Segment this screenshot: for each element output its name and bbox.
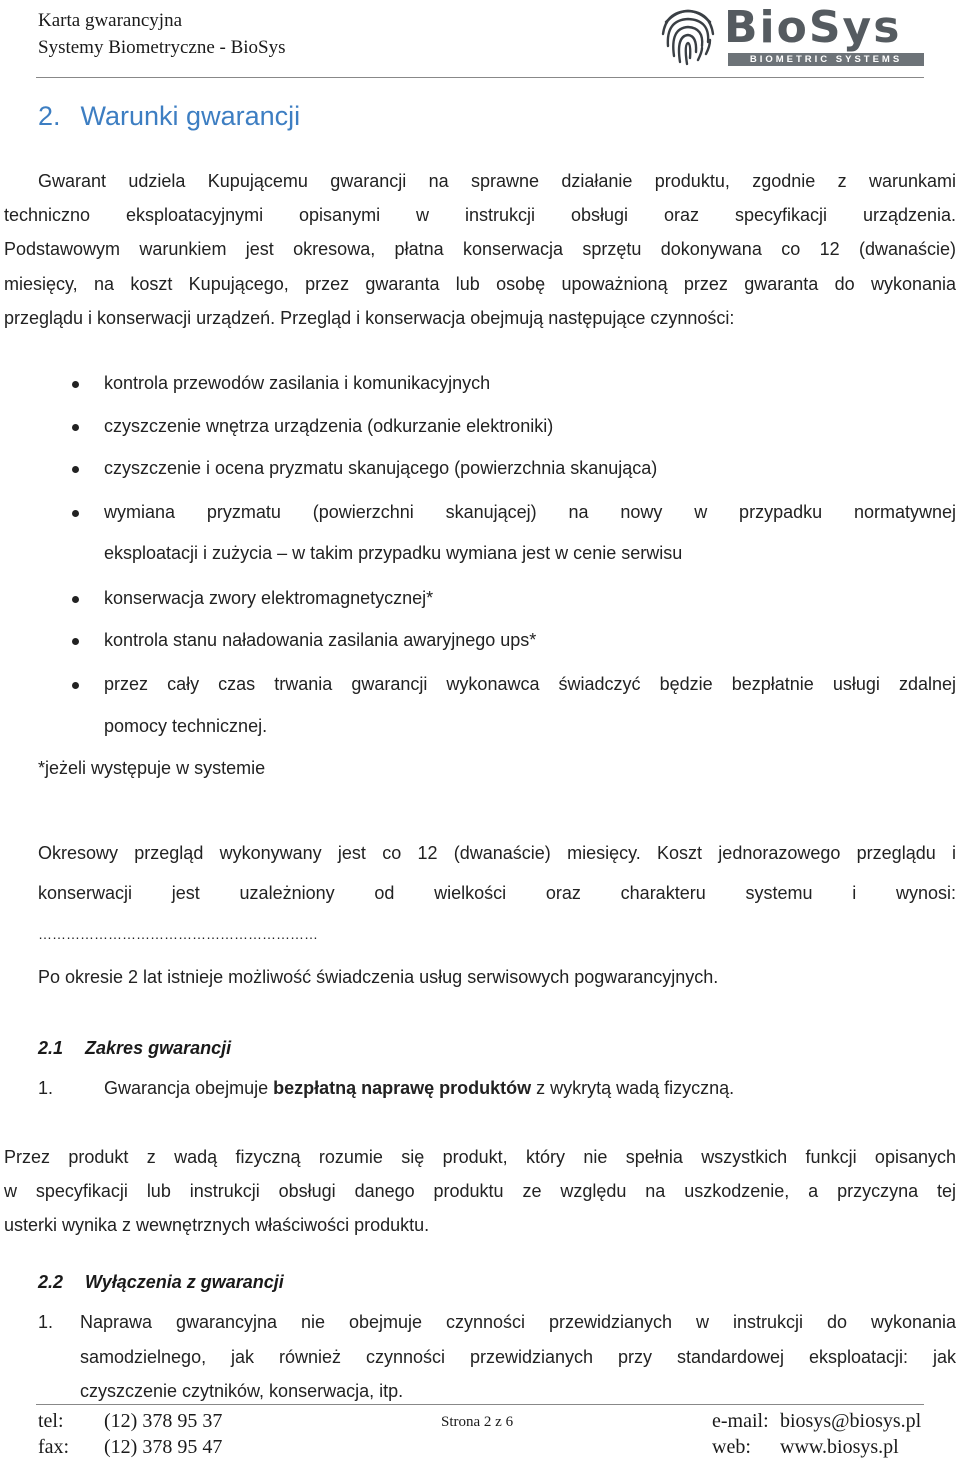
para2-line: konserwacji jest uzależniony od wielkości oraz charakteru systemu i wynosi: (38, 883, 956, 903)
item-text: z wykrytą wadą fizyczną. (531, 1078, 735, 1098)
list-item: konserwacja zwory elektromagnetycznej* (104, 588, 434, 608)
bullet-dot (72, 682, 79, 689)
bullet-dot (72, 381, 79, 388)
item-bold-text: bezpłatną naprawę produktów (273, 1078, 532, 1098)
tel-value: (12) 378 95 37 (104, 1410, 223, 1432)
numbered-item-line: Naprawa gwarancyjna nie obejmuje czynności przewidzianych w instrukcji do wykonania (80, 1312, 956, 1332)
company-name: Systemy Biometryczne - BioSys (38, 37, 286, 58)
para2-line: Po okresie 2 lat istnieje możliwość świadczenia usług serwisowych pogwarancyjnych. (38, 967, 719, 987)
section-number: 2. (38, 101, 61, 131)
section-title: Warunki gwarancji (80, 101, 301, 131)
biosys-logo (658, 2, 928, 68)
list-item: czyszczenie i ocena pryzmatu skanującego (powierzchnia skanująca) (104, 458, 658, 478)
para3-line: Przez produkt z wadą fizyczną rozumie się produkt, który nie spełnia wszystkich funkcji opisanych (4, 1147, 956, 1167)
list-item: wymiana pryzmatu (powierzchni skanującej) na nowy w przypadku normatywnej (104, 502, 956, 522)
page-number: Strona 2 z 6 (441, 1414, 514, 1430)
subsection-number: 2.2 (38, 1272, 64, 1292)
para3-line: w specyfikacji lub instrukcji obsługi danego produktu ze względu na uszkodzenie, a przyczyna tej (4, 1181, 956, 1201)
subsection-heading-2-2 (38, 1272, 284, 1293)
header-divider (36, 77, 924, 78)
numbered-item-number: 1. (38, 1312, 54, 1332)
subsection-title: Zakres gwarancji (85, 1038, 232, 1058)
bullet-dot (72, 638, 79, 645)
list-item: czyszczenie wnętrza urządzenia (odkurzanie elektroniki) (104, 416, 554, 436)
list-item: przez cały czas trwania gwarancji wykonawca świadczyć będzie bezpłatnie usługi zdalnej (104, 674, 956, 694)
web-link[interactable]: www.biosys.pl (780, 1436, 899, 1458)
numbered-item (104, 1078, 734, 1099)
bullet-dot (72, 510, 79, 517)
email-link[interactable]: biosys@biosys.pl (780, 1410, 922, 1432)
item-text: Gwarancja obejmuje (104, 1078, 274, 1098)
bullet-dot (72, 596, 79, 603)
tel-label: tel: (38, 1410, 64, 1432)
para2-line: Okresowy przegląd wykonywany jest co 12 (dwanaście) miesięcy. Koszt jednorazowego przeglądu i (38, 843, 956, 863)
list-item-continuation: pomocy technicznej. (104, 716, 268, 736)
numbered-item-number: 1. (38, 1078, 54, 1098)
subsection-number: 2.1 (38, 1038, 64, 1058)
fingerprint-icon (658, 2, 718, 68)
para1-line: miesięcy, na koszt Kupującego, przez gwaranta lub osobę upoważnioną przez gwaranta do wykonania (4, 274, 956, 294)
subsection-heading-2-1 (38, 1038, 231, 1059)
numbered-item-line: czyszczenie czytników, konserwacja, itp. (80, 1381, 404, 1401)
section-heading (38, 101, 300, 132)
cost-blank-field: …………………………………………………… (38, 926, 318, 942)
para1-line: techniczno eksploatacyjnymi opisanymi w instrukcji obsługi oraz specyfikacji urządzenia. (4, 205, 956, 225)
footer-divider (36, 1404, 924, 1405)
email-label: e-mail: (712, 1410, 769, 1432)
document-title: Karta gwarancyjna (38, 10, 183, 31)
para1-line: przeglądu i konserwacji urządzeń. Przegląd i konserwacja obejmują następujące czynności: (4, 308, 735, 328)
bullet-dot (72, 466, 79, 473)
subsection-title: Wyłączenia z gwarancji (85, 1272, 284, 1292)
para1-line: Podstawowym warunkiem jest okresowa, płatna konserwacja sprzętu dokonywana co 12 (dwanaście) (4, 239, 956, 259)
numbered-item-line: samodzielnego, jak również czynności przewidzianych przy standardowej eksploatacji: jak (80, 1347, 956, 1367)
web-label: web: (712, 1436, 751, 1458)
fax-value: (12) 378 95 47 (104, 1436, 223, 1458)
bullet-dot (72, 424, 79, 431)
logo-wordmark: BioSys (724, 2, 902, 53)
list-item: kontrola przewodów zasilania i komunikacyjnych (104, 373, 491, 393)
list-item: kontrola stanu naładowania zasilania awaryjnego ups* (104, 630, 537, 650)
para1-line: Gwarant udziela Kupującemu gwarancji na sprawne działanie produktu, zgodnie z warunkami (38, 171, 956, 191)
fax-label: fax: (38, 1436, 70, 1458)
list-item-continuation: eksploatacji i zużycia – w takim przypadku wymiana jest w cenie serwisu (104, 543, 683, 563)
para3-line: usterki wynika z wewnętrznych właściwości produktu. (4, 1215, 430, 1235)
logo-tagline: BIOMETRIC SYSTEMS (728, 53, 924, 66)
footnote: *jeżeli występuje w systemie (38, 758, 266, 778)
